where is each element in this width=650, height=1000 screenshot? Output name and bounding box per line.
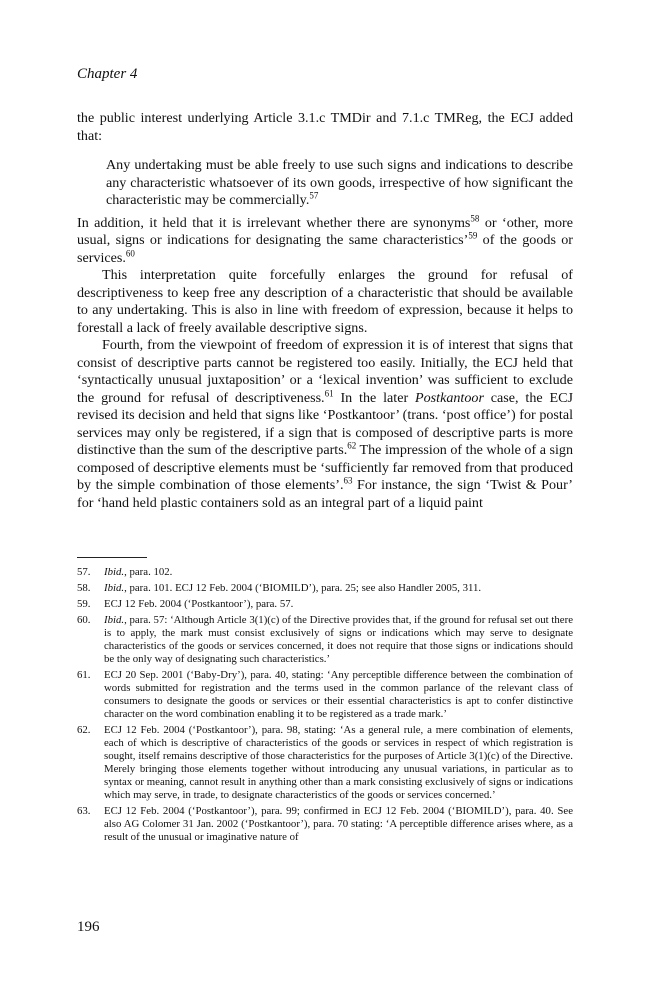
footnote-number: 60. [77, 614, 91, 626]
footnote-number: 61. [77, 669, 91, 681]
footnotes [77, 566, 573, 847]
footnote-body: ECJ 20 Sep. 2001 (‘Baby-Dry’), para. 40, stating: ‘Any perceptible difference between the combination of words submitted for registration and the terms used in the common parlance of the relevant class of consumers to designate the goods or services or their essential characteristics is apt to confer distinctive character on the word combination enabling it to be registered as a trade mark.’ [104, 669, 573, 720]
footnote-ref[interactable]: 62 [347, 440, 357, 451]
footnote-text [104, 669, 573, 721]
footnote-body: ECJ 12 Feb. 2004 (‘Postkantoor’), para. 99; confirmed in ECJ 12 Feb. 2004 (‘BIOMILD’), para. 40. See also AG Colomer 31 Jan. 2002 (‘Postkantoor’), para. 70 stating: ‘A perceptible difference arises where, as a result of the unusual or imaginative nature of [104, 805, 573, 843]
footnote-number: 63. [77, 805, 91, 817]
footnote [77, 598, 573, 611]
footnote-text [104, 598, 573, 611]
paragraph-4-text-c: case, the ECJ revised its decision and held that signs like ‘Postkantoor’ (trans. ‘post office’) for postal services may only be registered, if a sign that is composed of descriptive parts is more distinctive than the sum of the descriptive parts. [77, 389, 573, 458]
footnote-italic: Ibid. [104, 566, 125, 578]
footnote-rule [77, 557, 147, 558]
running-head: Chapter 4 [77, 66, 138, 82]
footnote-ref[interactable]: 60 [125, 247, 135, 258]
footnote [77, 805, 573, 844]
footnote-body: , para. 101. ECJ 12 Feb. 2004 (‘BIOMILD’), para. 25; see also Handler 2005, 311. [124, 582, 482, 594]
footnote-italic: Ibid. [104, 614, 125, 626]
footnote-ref[interactable]: 59 [468, 230, 478, 241]
footnote-body: ECJ 12 Feb. 2004 (‘Postkantoor’), para. 98, stating: ‘As a general rule, a mere combination of elements, each of which is descriptive of characteristics of the goods or services in respect of which registration is sought, itself remains descriptive of those characteristics for the purposes of Article 3(1)(c) of the Directive. Merely bringing those elements together without introducing any unusual variations, in particular as to syntax or meaning, cannot result in anything other than a mark consisting exclusively of signs or indications which may serve, in trade, to designate characteristics of the goods or services concerned.’ [104, 724, 573, 801]
footnote-text [104, 566, 573, 579]
paragraph-4-text-e: For instance, the sign ‘Twist & Pour’ for ‘hand held plastic containers sold as an integral part of a liquid paint [77, 477, 573, 511]
footnote [77, 724, 573, 802]
paragraph-1: the public interest underlying Article 3.1.c TMDir and 7.1.c TMReg, the ECJ added that: [77, 110, 573, 144]
footnote [77, 566, 573, 579]
footnote-ref[interactable]: 57 [309, 190, 319, 201]
footnote-body: , para. 102. [124, 566, 173, 578]
footnote-number: 62. [77, 724, 91, 736]
paragraph-2-text-c: of the goods or services. [77, 232, 574, 266]
paragraph-4-text-d: The impression of the whole of a sign composed of descriptive elements must be ‘sufficiently far removed from that produced by the simple combination of those elements’. [77, 442, 573, 493]
paragraph-4-text-a: Fourth, from the viewpoint of freedom of expression it is of interest that signs that consist of descriptive parts cannot be registered too easily. Initially, the ECJ held that ‘syntactically unusual juxtaposition’ or a ‘lexical invention’ was sufficient to exclude the ground for refusal of descriptiveness. [77, 337, 573, 406]
footnote-body: , para. 57: ‘Although Article 3(1)(c) of the Directive provides that, if the ground for refusal set out there is to apply, the mark must consist exclusively of signs or indications which may serve to designate characteristics of the goods or services concerned, it does not require that those signs or indications should be the only way of designating such characteristics.’ [104, 614, 573, 665]
footnote-number: 58. [77, 582, 91, 594]
footnote-ref[interactable]: 63 [343, 475, 353, 486]
footnote-body: ECJ 12 Feb. 2004 (‘Postkantoor’), para. 57. [104, 598, 294, 610]
paragraph-3: This interpretation quite forcefully enlarges the ground for refusal of descriptiveness to keep free any description of a characteristic that should be available to any undertaking. This is also in line with freedom of expression, because it helps to forestall a lack of freely available descriptive signs. [77, 267, 573, 336]
footnote-ref[interactable]: 61 [324, 387, 334, 398]
footnote-text [104, 614, 573, 666]
footnote-italic: Ibid. [104, 582, 125, 594]
footnote-number: 57. [77, 566, 91, 578]
paragraph-2 [77, 212, 574, 268]
paragraph-4 [77, 337, 573, 512]
case-name: Postkantoor [415, 389, 484, 406]
paragraph-2-text-b: or ‘other, more usual, signs or indications for designating the same characteristics’ [77, 214, 573, 248]
main-text [77, 110, 573, 512]
footnote-text [104, 724, 573, 802]
quote-text: Any undertaking must be able freely to use such signs and indications to describe any characteristic whatsoever of its own goods, irrespective of how significant the characteristic may be commercially. [106, 157, 573, 208]
paragraph-4-text-b: In the later [333, 389, 416, 406]
footnote-text [104, 805, 573, 844]
page-number: 196 [77, 919, 100, 935]
footnote-text [104, 582, 573, 595]
footnote-ref[interactable]: 58 [470, 212, 480, 223]
footnote-number: 59. [77, 598, 91, 610]
footnote [77, 669, 573, 721]
block-quote [106, 157, 573, 210]
footnote [77, 582, 573, 595]
footnote [77, 614, 573, 666]
paragraph-2-text-a: In addition, it held that it is irrelevant whether there are synonyms [77, 214, 471, 231]
